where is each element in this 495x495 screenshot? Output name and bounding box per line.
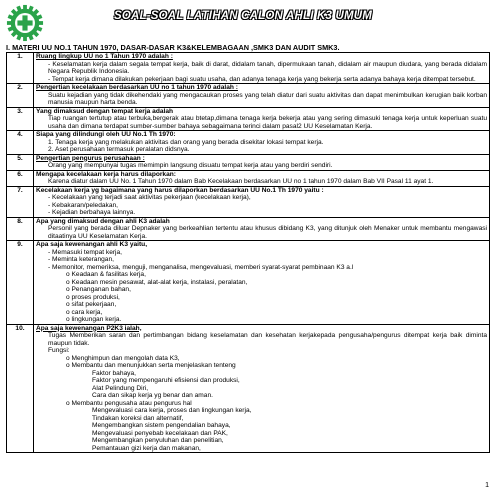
question-text: Mengapa kecelakaan kerja harus dilaporkan:	[36, 170, 176, 178]
answer-line: - Memasuki tempat kerja,	[48, 248, 123, 256]
answer-line: - Kecelakaan yang terjadi saat aktivitas pekerjaan (kecelakaan kerja),	[48, 194, 251, 201]
answer-subline: o Membantu dan menunjukkan serta menjelaskan tenteng	[66, 362, 236, 369]
answer-subline: o sifat pekerjaan,	[66, 301, 117, 308]
row-content	[34, 154, 490, 170]
table-row	[7, 324, 490, 453]
table-row	[7, 241, 490, 325]
answer-line: - Tempat kerja dimana dilakukan pekerjaan bagi suatu usaha, dan adanya tenaga kerja yang bekerja serta adanya bahaya kerja ditempat tersebut.	[48, 75, 476, 83]
row-number: 3.	[7, 107, 34, 131]
question-text: Apa saja kewenangan P2K3 ialah,	[36, 324, 142, 332]
row-content	[34, 241, 490, 325]
row-number: 7.	[7, 186, 34, 217]
row-number: 4.	[7, 131, 34, 155]
answer-subline: o cara kerja,	[66, 308, 103, 316]
bullet-subline: Tindakan koreksi dan alternatif,	[92, 414, 184, 422]
question-text: Siapa yang dilindungi oleh UU No.1 Th 1970:	[36, 131, 176, 138]
bullet-subline: Faktor bahaya,	[92, 369, 136, 377]
row-number: 1.	[7, 53, 34, 84]
row-content	[34, 170, 490, 186]
table-row	[7, 53, 490, 84]
row-content	[34, 324, 490, 453]
row-content	[34, 217, 490, 241]
page-number: 1	[485, 482, 489, 489]
bullet-subline: Mengembangkan sistem pengendalian bahaya,	[92, 422, 231, 429]
answer-line: Fungsi:	[48, 347, 70, 354]
row-number: 6.	[7, 170, 34, 186]
row-number: 9.	[7, 241, 34, 325]
answer-line: 1. Tenaga kerja yang melakukan aktivitas dan orang yang berada disekitar lokasi tempat kerja.	[48, 138, 324, 146]
answer-line: Tiap ruangan tertutup atau terbuka,bergerak atau btetap,dimana tenaga kerja bekerja atau yang sering dimasuki tenaga kerja untuk keperluan suatu usaha dan dimana terdapat sumber-sumber bahaya sebagaimana terinci dalam pasal2 UU Keselamatan Kerja.	[48, 115, 487, 130]
row-content	[34, 53, 490, 84]
row-number: 5.	[7, 154, 34, 170]
table-row	[7, 131, 490, 155]
row-content	[34, 107, 490, 131]
answer-subline: o lingkungan kerja.	[66, 316, 122, 323]
answer-subline: o Keadaan mesin pesawat, alat-alat kerja, instalasi, peralatan,	[66, 278, 248, 286]
answer-line: Suatu kejadian yang tidak dikehendaki yang mengacaukan proses yang telah diatur dari suatu aktivitas dan dapat menimbulkan kerugian baik korban manusia maupun harta benda.	[48, 91, 487, 106]
question-text: Yang dimaksud dengan tempat kerja adalah	[36, 107, 174, 115]
row-number: 2.	[7, 84, 34, 108]
table-row	[7, 107, 490, 131]
answer-line: Orang yang mempunyai tugas memimpin langsung disuatu tempat kerja atau yang berdiri sendiri.	[48, 162, 333, 169]
bullet-subline: Alat Pelindung Diri,	[92, 384, 149, 392]
question-text: Apa yang dimaksud dengan ahli K3 adalah	[36, 217, 170, 225]
section-heading: I. MATERI UU NO.1 TAHUN 1970, DASAR-DASAR K3&KELEMBAGAAN ,SMK3 DAN AUDIT SMK3.	[6, 43, 340, 52]
table-row	[7, 170, 490, 186]
question-text: Pengertian pengurus perusahaan :	[36, 154, 145, 162]
answer-subline: o Menghimpun dan mengolah data K3,	[66, 354, 180, 362]
table-row	[7, 186, 490, 217]
answer-line: Personil yang berada diluar Depnaker yang berkeahlian tertentu atau khusus dibidang K3, yang ditunjuk oleh Menaker untuk membantu mengawasi ditaatinya UU Keselamatan Kerja.	[48, 225, 487, 240]
question-table	[6, 52, 490, 453]
answer-line: 2. Aset perusahaan termasuk peralatan didsnya.	[48, 146, 190, 153]
answer-subline: o proses produksi,	[66, 293, 120, 301]
question-text: Pengertian kecelakaan berdasarkan UU no 1 tahun 1970 adalah :	[36, 84, 238, 91]
document-title: SOAL-SOAL LATIHAN CALON AHLI K3 UMUM	[114, 10, 373, 22]
question-text: Apa saja kewenangan ahli K3 yaitu,	[36, 241, 148, 248]
answer-line: - Meminta keterangan,	[48, 256, 114, 263]
answer-line: Tugas Memberikan saran dan pertimbangan bidang keselamatan dan kesehatan kerjakepada pengusaha/pengurus ditempat kerja baik diminta maupun tidak.	[48, 332, 487, 347]
answer-subline: o Keadaan & fasilitas kerja,	[66, 271, 146, 278]
row-content	[34, 84, 490, 108]
row-number: 10.	[7, 324, 34, 453]
question-text: Ruang lingkup UU no 1 Tahun 1970 adalah :	[36, 53, 173, 60]
answer-line: - Memonitor, memeriksa, menguji, menganalisa, mengevaluasi, memberi syarat-syarat pembinaan K3 a.l	[48, 263, 354, 271]
row-content	[34, 186, 490, 217]
table-row	[7, 84, 490, 108]
table-row	[7, 154, 490, 170]
bullet-subline: Cara dan sikap kerja yg benar dan aman.	[92, 392, 213, 399]
question-text: Kecelakaan kerja yg bagaimana yang harus dilaporkan berdasarkan UU No.1 Th 1970 yaitu :	[36, 186, 324, 194]
table-row	[7, 217, 490, 241]
answer-subline: o Membantu pengusaha atau pengurus hal	[66, 399, 192, 407]
answer-line: - Keselamatan kerja dalam segala tempat kerja, baik di darat, didalam tanah, dipermukaan tanah, didalam air maupun diudara, yang berada didalam Negara Republik Indonesia.	[48, 60, 487, 75]
bullet-subline: Mengembangkan penyuluhan dan penelitian,	[92, 437, 224, 444]
answer-subline: o Penanganan bahan,	[66, 286, 131, 293]
bullet-subline: Mengevaluasi penyebab kecelakaan dan PAK,	[92, 429, 228, 437]
row-content	[34, 131, 490, 155]
bullet-subline: Mengevaluasi cara kerja, proses dan lingkungan kerja,	[92, 407, 252, 414]
bullet-subline: Pemantauan gizi kerja dan makanan,	[92, 444, 201, 452]
answer-line: - Kejadian berbahaya lainnya.	[48, 209, 136, 216]
answer-line: Karena diatur dalam UU No. 1 Tahun 1970 dalam Bab Kecelakaan berdasarkan UU no 1 tahun 1970 dalam Bab VII Pasal 11 ayat 1.	[48, 178, 434, 185]
k3-cross-gear-logo-icon	[6, 4, 44, 42]
answer-line: - Kebakaran/peledakan,	[48, 201, 119, 209]
row-number: 8.	[7, 217, 34, 241]
bullet-subline: Faktor yang mempengaruhi efisiensi dan produksi,	[92, 377, 240, 384]
